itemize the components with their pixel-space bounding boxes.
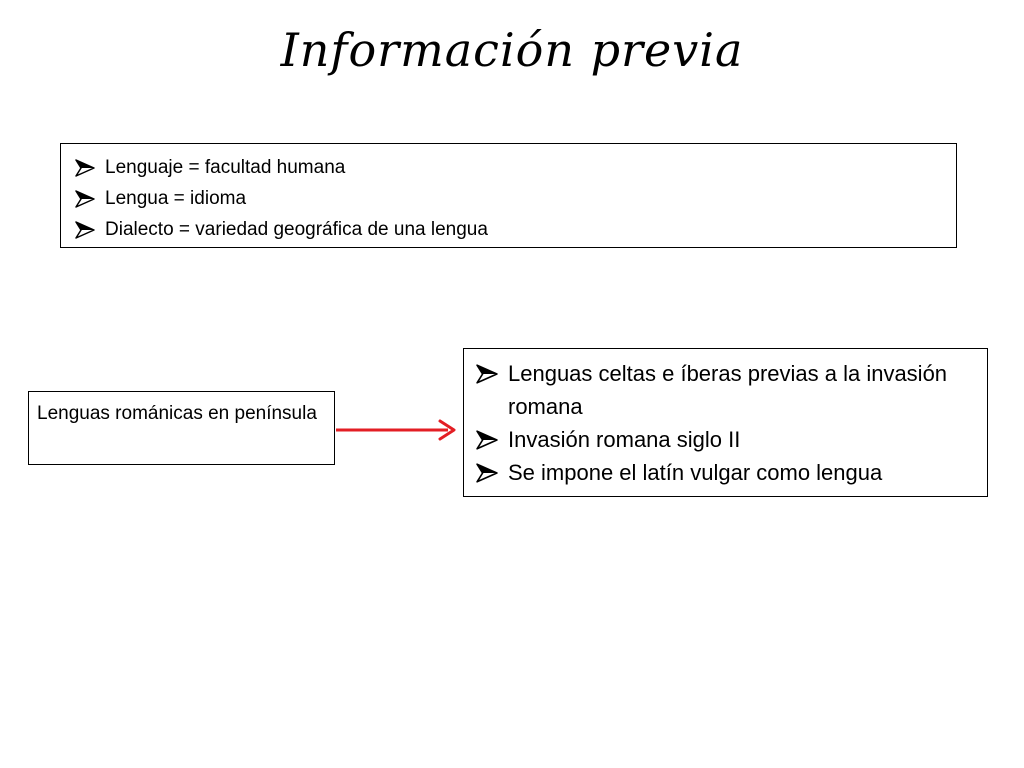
history-text: Invasión romana siglo II — [508, 427, 741, 452]
slide-title: Información previa — [280, 23, 744, 77]
list-item — [75, 214, 956, 245]
history-text: Lenguas celtas e íberas previas a la invasión romana — [508, 361, 948, 419]
list-item — [476, 456, 977, 489]
arrowhead-bullet-icon — [476, 364, 498, 384]
arrowhead-bullet-icon — [476, 430, 498, 450]
list-item — [476, 357, 977, 423]
romance-languages-box — [28, 391, 335, 465]
arrowhead-bullet-icon — [476, 463, 498, 483]
arrowhead-bullet-icon — [75, 190, 95, 208]
definition-text: Lenguaje = facultad humana — [105, 157, 346, 178]
list-item — [75, 183, 956, 214]
history-text: Se impone el latín vulgar como lengua — [508, 460, 883, 485]
romance-languages-text: Lenguas románicas en península — [37, 403, 317, 424]
definitions-box — [60, 143, 957, 248]
list-item — [476, 423, 977, 456]
arrowhead-bullet-icon — [75, 159, 95, 177]
definition-text: Dialecto = variedad geográfica de una lengua — [105, 219, 488, 240]
arrowhead-bullet-icon — [75, 221, 95, 239]
definition-text: Lengua = idioma — [105, 188, 247, 209]
arrow-connector — [336, 414, 466, 446]
history-box — [463, 348, 988, 497]
history-list — [476, 357, 977, 489]
definitions-list — [75, 152, 956, 245]
list-item — [75, 152, 956, 183]
